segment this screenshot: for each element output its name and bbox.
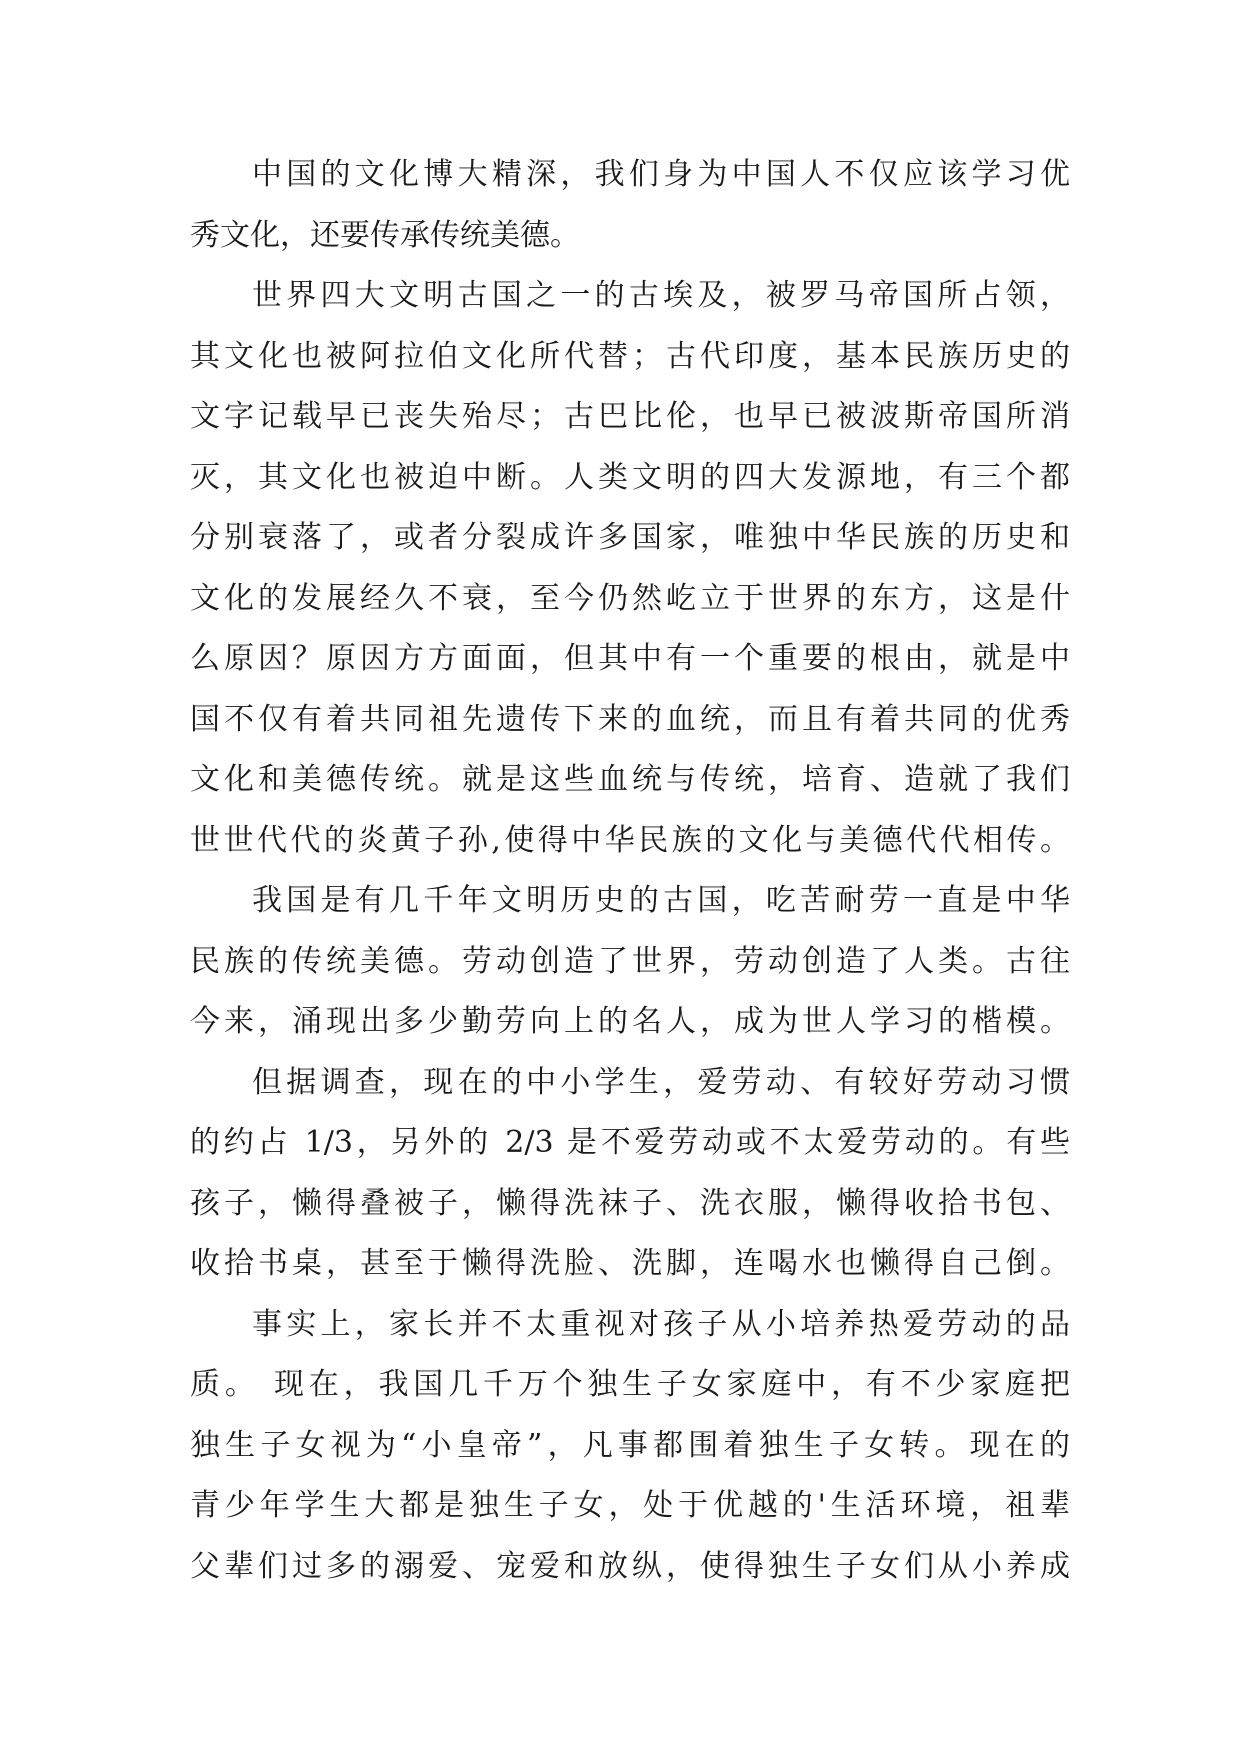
paragraph-line: 文化和美德传统。就是这些血统与传统，培育、造就了我们 (190, 762, 1070, 797)
paragraph-line: 事实上，家长并不太重视对孩子从小培养热爱劳动的品 (252, 1306, 1070, 1342)
paragraph-line: 青少年学生大都是独生子女，处于优越的'生活环境，祖辈 (190, 1488, 1070, 1523)
paragraph-line: 父辈们过多的溺爱、宠爱和放纵，使得独生子女们从小养成 (190, 1548, 1070, 1584)
paragraph-line: 分别衰落了，或者分裂成许多国家，唯独中华民族的历史和 (190, 520, 1070, 555)
paragraph (190, 1295, 1070, 1598)
paragraph-line: 文字记载早已丧失殆尽；古巴比伦，也早已被波斯帝国所消 (190, 399, 1070, 434)
paragraph-line: 我国是有几千年文明历史的古国，吃苦耐劳一直是中华 (252, 883, 1070, 918)
paragraph-line: 世世代代的炎黄子孙,使得中华民族的文化与美德代代相传。 (190, 822, 1070, 858)
paragraph-line: 秀文化，还要传承传统美德。 (190, 217, 580, 253)
paragraph-line: 其文化也被阿拉伯文化所代替；古代印度，基本民族历史的 (190, 338, 1070, 374)
paragraph-line: 国不仅有着共同祖先遗传下来的血统，而且有着共同的优秀 (190, 701, 1070, 737)
paragraph-line: 质。 现在，我国几千万个独生子女家庭中，有不少家庭把 (190, 1367, 1070, 1402)
paragraph-line: 收拾书桌，甚至于懒得洗脸、洗脚，连喝水也懒得自己倒。 (190, 1246, 1070, 1281)
paragraph-line: 今来，涌现出多少勤劳向上的名人，成为世人学习的楷模。 (190, 1004, 1070, 1039)
paragraph (190, 266, 1070, 871)
paragraph (190, 145, 1070, 266)
paragraph (190, 1053, 1070, 1295)
paragraph-line: 中国的文化博大精深，我们身为中国人不仅应该学习优 (252, 157, 1070, 192)
paragraph-line: 么原因？原因方方面面，但其中有一个重要的根由，就是中 (190, 641, 1070, 676)
paragraph-line: 孩子，懒得叠被子，懒得洗袜子、洗衣服，懒得收拾书包、 (190, 1185, 1070, 1221)
paragraph-line: 文化的发展经久不衰，至今仍然屹立于世界的东方，这是什 (190, 580, 1070, 616)
paragraph-line: 的约占 1/3，另外的 2/3 是不爱劳动或不太爱劳动的。有些 (190, 1125, 1070, 1160)
paragraph-line: 灭，其文化也被迫中断。人类文明的四大发源地，有三个都 (190, 459, 1070, 495)
paragraph (190, 871, 1070, 1053)
document-body (190, 145, 1070, 1597)
paragraph-line: 独生子女视为“小皇帝”，凡事都围着独生子女转。现在的 (190, 1427, 1070, 1463)
paragraph-line: 世界四大文明古国之一的古埃及，被罗马帝国所占领， (252, 278, 1070, 313)
paragraph-line: 民族的传统美德。劳动创造了世界，劳动创造了人类。古往 (190, 943, 1070, 979)
paragraph-line: 但据调查，现在的中小学生，爱劳动、有较好劳动习惯 (252, 1064, 1070, 1100)
